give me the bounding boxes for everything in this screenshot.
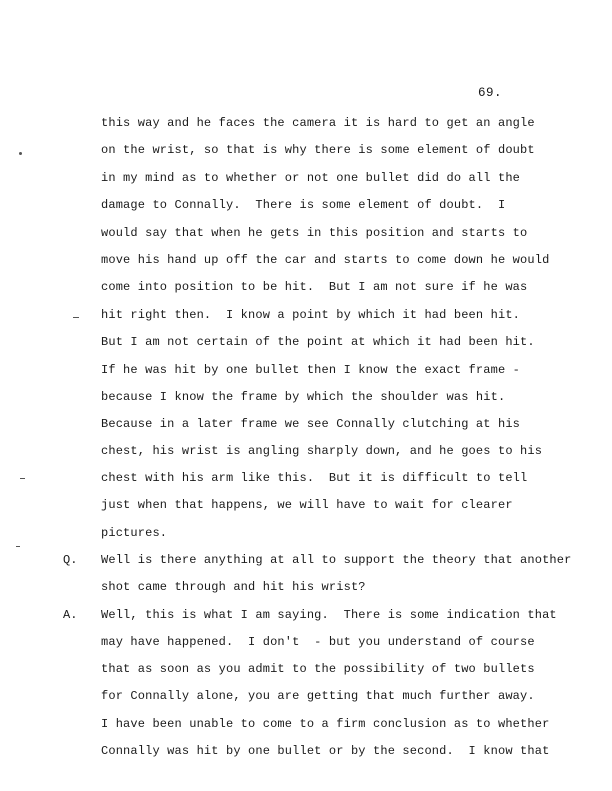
answer-line: that as soon as you admit to the possibility of two bullets <box>101 662 535 676</box>
text-line: move his hand up off the car and starts to come down he would <box>101 253 550 267</box>
text-line: because I know the frame by which the shoulder was hit. <box>101 390 506 404</box>
question-line: Well is there anything at all to support the theory that another <box>101 553 572 567</box>
text-line: If he was hit by one bullet then I know the exact frame - <box>101 363 521 377</box>
page-number: 69. <box>478 86 503 100</box>
answer-line: I have been unable to come to a firm conclusion as to whether <box>101 717 550 731</box>
answer-line: Well, this is what I am saying. There is some indication that <box>101 608 557 622</box>
answer-line: Connally was hit by one bullet or by the second. I know that <box>101 744 550 758</box>
scan-speck <box>73 317 79 318</box>
text-line: hit right then. I know a point by which it had been hit. <box>101 308 521 322</box>
question-label: Q. <box>63 553 78 567</box>
scan-speck <box>20 478 25 479</box>
text-line: But I am not certain of the point at which it had been hit. <box>101 335 535 349</box>
text-line: come into position to be hit. But I am not sure if he was <box>101 280 528 294</box>
question-line: shot came through and hit his wrist? <box>101 580 366 594</box>
scan-speck <box>19 152 22 155</box>
text-line: would say that when he gets in this position and starts to <box>101 226 528 240</box>
text-line: damage to Connally. There is some element of doubt. I <box>101 198 506 212</box>
text-line: chest, his wrist is angling sharply down, and he goes to his <box>101 444 543 458</box>
text-line: chest with his arm like this. But it is difficult to tell <box>101 471 528 485</box>
scan-speck <box>16 546 20 547</box>
answer-line: for Connally alone, you are getting that much further away. <box>101 689 535 703</box>
text-line: in my mind as to whether or not one bullet did do all the <box>101 171 521 185</box>
text-line: pictures. <box>101 526 168 540</box>
text-line: Because in a later frame we see Connally clutching at his <box>101 417 521 431</box>
text-line: just when that happens, we will have to wait for clearer <box>101 498 513 512</box>
answer-line: may have happened. I don't - but you understand of course <box>101 635 535 649</box>
answer-label: A. <box>63 608 78 622</box>
text-line: on the wrist, so that is why there is some element of doubt <box>101 143 535 157</box>
text-line: this way and he faces the camera it is hard to get an angle <box>101 116 535 130</box>
